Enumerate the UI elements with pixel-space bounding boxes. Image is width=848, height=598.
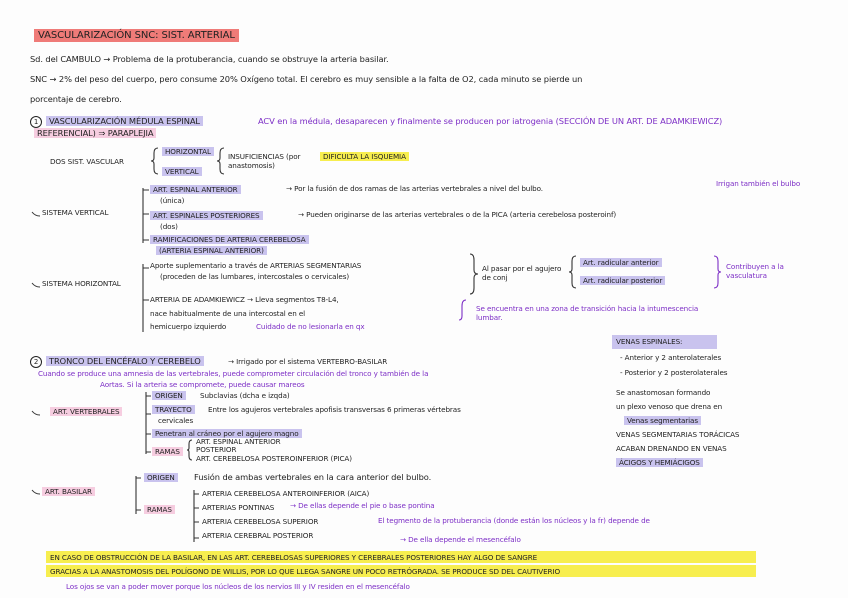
vert-cervicales: cervicales [158,416,194,425]
vert-origen-text: Subclavias (dcha e izqda) [200,391,290,400]
art-espinal-anterior: ART. ESPINAL ANTERIOR [150,185,241,194]
art-espinales-posteriores-origin: → Pueden originarse de las arterias vertebrales o de la PICA (arteria cerebelosa posteroinf) [298,210,617,219]
irrigado-label: → Irrigado por el sistema VERTEBRO-BASILAR [228,357,388,366]
horizontal-label: HORIZONTAL [162,147,214,156]
art-basilar-label: ART. BASILAR [42,487,95,496]
cuidado-note: Cuidado de no lesionarla en qx [256,322,365,331]
ramificaciones-label: RAMIFICACIONES DE ARTERIA CEREBELOSA [150,235,309,244]
dificulta-label: DIFICULTA LA ISQUEMIA [320,152,409,161]
vert-ramas-label: RAMAS [152,447,183,456]
vertical-label: VERTICAL [162,167,202,176]
intro-line-3: porcentaje de cerebro. [30,94,122,104]
footer-line-3: Los ojos se van a poder mover porque los núcleos de los nervios III y IV residen en el mesencéfalo [66,582,410,591]
art-radicular-posterior: Art. radicular posterior [580,276,665,285]
venas-line-3: Se anastomosan formando [616,388,711,397]
venas-line-2: - Posterior y 2 posterolaterales [620,368,728,377]
vert-trayecto-label: TRAYECTO [152,405,195,414]
bas-origen-text: Fusión de ambas vertebrales en la cara anterior del bulbo. [194,472,432,482]
vert-penetran: Penetran al cráneo por el agujero magno [152,429,302,438]
footer-line-1: EN CASO DE OBSTRUCCIÓN DE LA BASILAR, EN LAS ART. CEREBELOSAS SUPERIORES Y CEREBRALES POSTERIORES HAY ALGO DE SANGRE [50,553,538,562]
bas-rama-2-note: → De ellas depende el pie o base pontina [290,501,435,510]
amnesia-note-1: Cuando se produce una amnesia de las vertebrales, puede comprometer circulación del tronco y también de la [38,369,429,378]
referencial-line: REFERENCIAL) ⇒ PARAPLEJIA [34,128,156,138]
irrigan-note: Irrigan también el bulbo [716,179,801,188]
art-espinal-anterior-note: (única) [160,196,185,205]
adamkiewicz-line-3: hemicuerpo izquierdo [150,322,227,331]
art-radicular-anterior: Art. radicular anterior [580,258,662,267]
bas-rama-3: ARTERIA CEREBELOSA SUPERIOR [202,517,319,526]
adamkiewicz-line-1: ARTERIA DE ADAMKIEWICZ → Lleva segmentos T8-L4, [150,295,339,304]
bas-rama-4-note: → De ella depende el mesencéfalo [400,535,521,544]
venas-line-5: Venas segmentarias [624,416,701,425]
ramificaciones-note: (ARTERIA ESPINAL ANTERIOR) [156,246,267,255]
sistema-horizontal-label: SISTEMA HORIZONTAL [42,279,121,288]
aporte-suplementario: Aporte suplementario a través de ARTERIAS SEGMENTARIAS [150,261,362,270]
acv-note: ACV en la médula, desaparecen y finalmente se producen por iatrogenia (SECCIÓN DE UN ART. DE ADAMKIEWICZ) [258,116,723,126]
contribuyen-note: Contribuyen a la vasculatura [726,262,784,280]
section-number: 2 [30,356,42,368]
venas-line-4: un plexo venoso que drena en [616,402,723,411]
art-espinales-posteriores-note: (dos) [160,222,178,231]
vert-rama-3: ART. CEREBELOSA POSTEROINFERIOR (PICA) [196,454,352,463]
vert-rama-1: ART. ESPINAL ANTERIOR [196,437,281,446]
section-number: 1 [30,116,42,128]
art-espinal-anterior-origin: → Por la fusión de dos ramas de las arterias vertebrales a nivel del bulbo. [286,184,543,193]
section-2-heading: 2 TRONCO DEL ENCÉFALO Y CEREBELO [30,356,204,368]
vert-rama-2: POSTERIOR [196,445,237,454]
amnesia-note-2: Aortas. Si la arteria se compromete, puede causar mareos [100,380,305,389]
bas-rama-1: ARTERIA CEREBELOSA ANTEROINFERIOR (AICA) [202,489,370,498]
venas-title: VENAS ESPINALES: [616,337,683,346]
adamkiewicz-line-2: nace habitualmente de una intercostal en el [150,309,306,318]
bas-rama-2: ARTERIAS PONTINAS [202,503,275,512]
intro-line-2: SNC → 2% del peso del cuerpo, pero consume 20% Oxígeno total. El cerebro es muy sensible a la falta de O2, cada minuto se pierde un [30,74,583,84]
art-espinales-posteriores: ART. ESPINALES POSTERIORES [150,211,263,220]
encuentra-note: Se encuentra en una zona de transición hacia la intumescencia lumbar. [476,304,699,322]
sistema-vertical-label: SISTEMA VERTICAL [42,208,109,217]
footer-line-2: GRACIAS A LA ANASTOMOSIS DEL POLÍGONO DE WILLIS, POR LO QUE LLEGA SANGRE UN POCO RETRÓGRADA. SE PRODUCE SD DEL CAUTIVERIO [50,567,561,576]
al-pasar-label: Al pasar por el agujero de conj [482,264,562,282]
section-1-heading: 1 VASCULARIZACIÓN MÉDULA ESPINAL [30,116,203,128]
vert-trayecto-text: Entre los agujeros vertebrales apofisis transversas 6 primeras vértebras [208,405,461,414]
bas-ramas-label: RAMAS [144,505,175,514]
bas-rama-4: ARTERIA CEREBRAL POSTERIOR [202,531,314,540]
dos-sist-label: DOS SIST. VASCULAR [50,157,124,166]
page-title: VASCULARIZACIÓN SNC: SIST. ARTERIAL [34,31,239,41]
art-vertebrales-label: ART. VERTEBRALES [50,407,122,416]
insuficiencias-label: INSUFICIENCIAS (por anastomosis) [228,152,301,170]
bas-rama-3-note: El tegmento de la protuberancia (donde están los núcleos y la fr) depende de [378,516,650,525]
venas-line-1: - Anterior y 2 anterolaterales [620,353,722,362]
vert-origen-label: ORIGEN [152,391,186,400]
venas-line-8: ÁCIGOS Y HEMIÁCIGOS [616,458,703,467]
aporte-procedencia: (proceden de las lumbares, intercostales o cervicales) [160,272,350,281]
bas-origen-label: ORIGEN [144,473,178,482]
venas-line-6: VENAS SEGMENTARIAS TORÁCICAS [616,430,740,439]
venas-line-7: ACABAN DRENANDO EN VENAS [616,444,727,453]
intro-line-1: Sd. del CAMBULO → Problema de la protuberancia, cuando se obstruye la arteria basilar. [30,54,389,64]
